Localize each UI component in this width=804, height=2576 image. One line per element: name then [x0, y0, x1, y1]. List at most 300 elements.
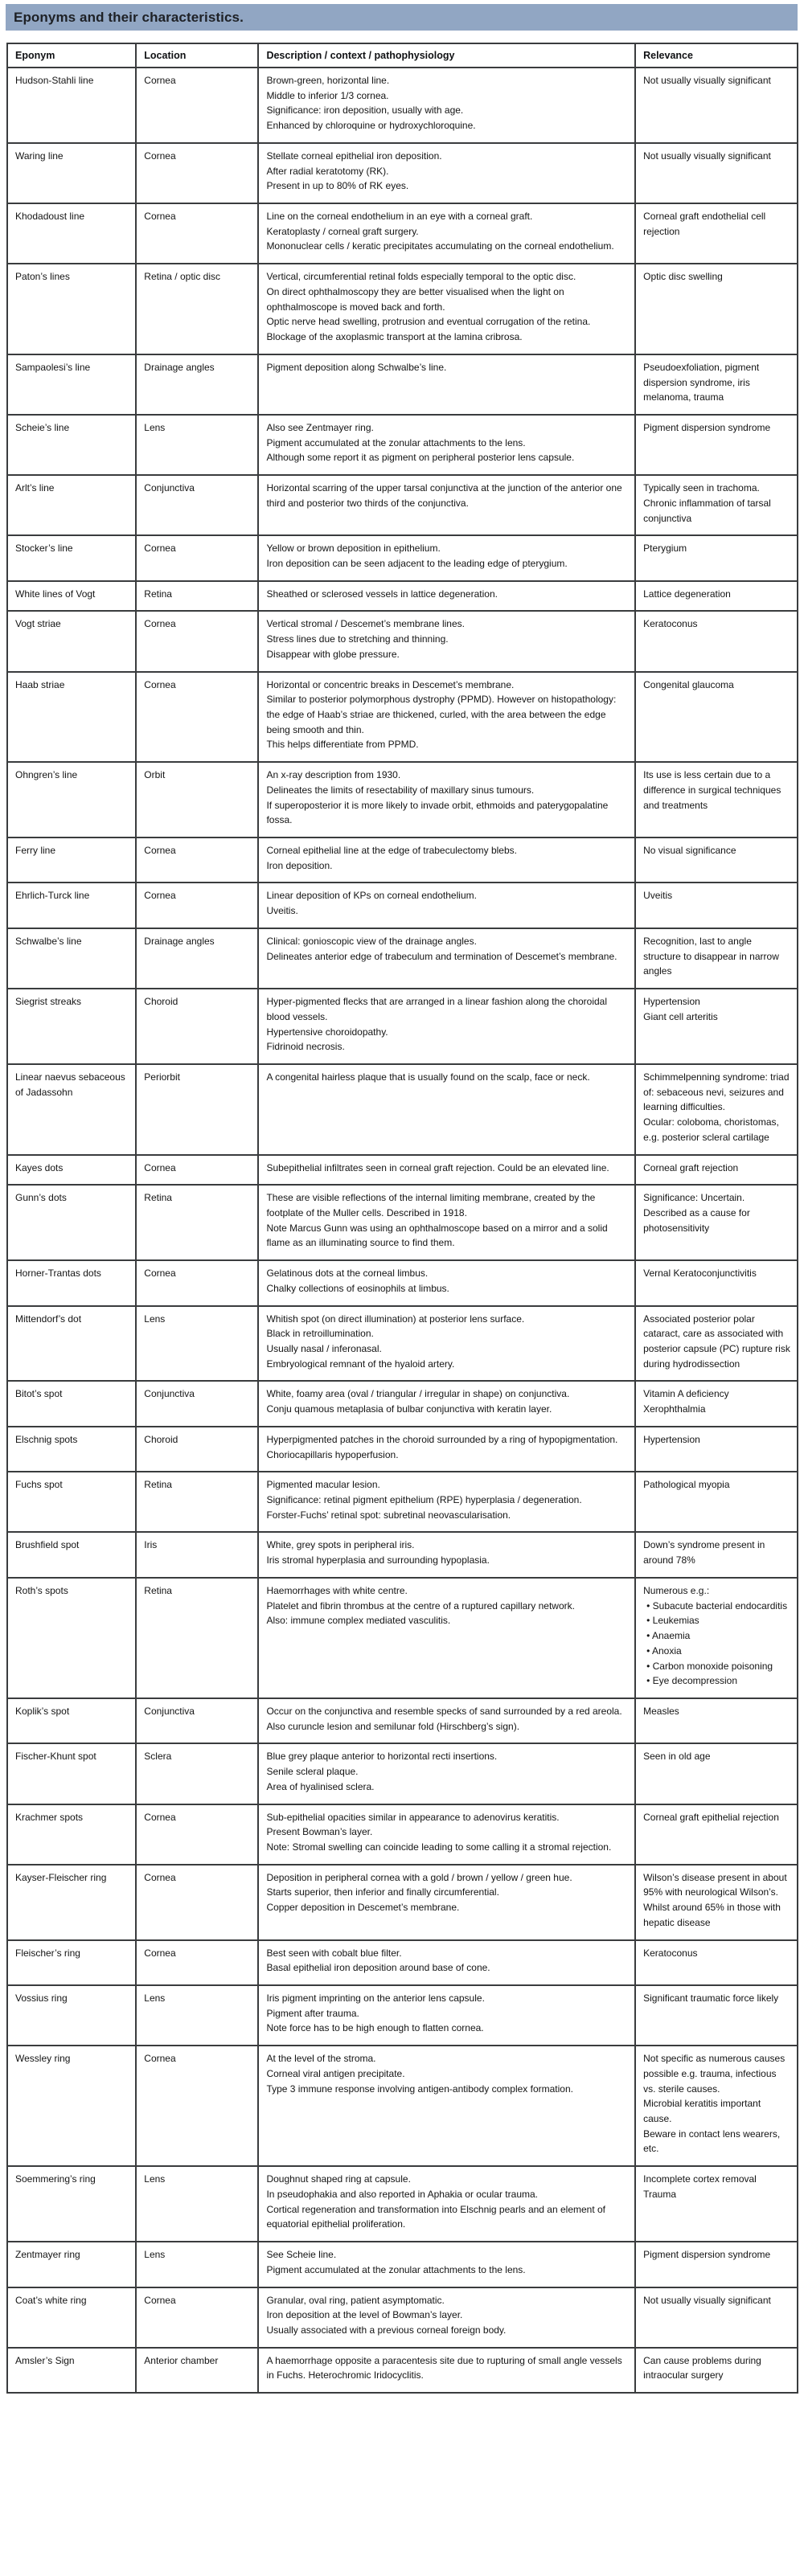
relevance-cell: [635, 2046, 798, 2166]
relevance-line: Keratoconus: [643, 618, 698, 630]
description-cell: [258, 2287, 635, 2348]
relevance-line: Described as a cause for photosensitivity: [643, 1206, 750, 1234]
relevance-cell: [635, 2348, 798, 2393]
table-row: [7, 1743, 798, 1804]
location-cell: Cornea: [136, 1865, 258, 1940]
relevance-cell: [635, 535, 798, 580]
description-cell: [258, 143, 635, 203]
description-line: Usually associated with a previous corneal foreign body.: [266, 2324, 507, 2336]
description-line: Type 3 immune response involving antigen-antibody complex formation.: [266, 2083, 573, 2095]
description-line: Whitish spot (on direct illumination) at posterior lens surface.: [266, 1313, 525, 1325]
relevance-line: Not specific as numerous causes possible e.g. trauma, infectious vs. sterile causes.: [643, 2053, 786, 2095]
relevance-line: Xerophthalmia: [643, 1403, 706, 1415]
relevance-line: • Subacute bacterial endocarditis: [646, 1599, 788, 1612]
description-cell: [258, 2046, 635, 2166]
relevance-line: Corneal graft rejection: [643, 1161, 739, 1173]
relevance-cell: [635, 1064, 798, 1155]
table-row: [7, 762, 798, 838]
description-line: Horizontal or concentric breaks in Descemet’s membrane.: [266, 678, 515, 690]
relevance-cell: [635, 1865, 798, 1940]
relevance-line: Beware in contact lens wearers, etc.: [643, 2128, 781, 2155]
description-line: Area of hyalinised sclera.: [266, 1780, 375, 1792]
description-line: Note force has to be high enough to flatten cornea.: [266, 2022, 484, 2034]
relevance-line: Can cause problems during intraocular surgery: [643, 2354, 761, 2381]
description-line: Chalky collections of eosinophils at limbus.: [266, 1282, 449, 1294]
relevance-line: Lattice degeneration: [643, 588, 731, 600]
description-line: Stellate corneal epithelial iron deposition.: [266, 149, 442, 162]
relevance-line: Schimmelpenning syndrome: triad of: sebaceous nevi, seizures and learning difficulties.: [643, 1071, 790, 1113]
description-line: Blockage of the axoplasmic transport at the lamina cribrosa.: [266, 331, 523, 343]
description-cell: [258, 581, 635, 612]
description-line: Delineates the limits of resectability of maxillary sinus tumours.: [266, 784, 535, 796]
description-line: An x-ray description from 1930.: [266, 769, 401, 781]
relevance-cell: [635, 1381, 798, 1426]
description-line: Best seen with cobalt blue filter.: [266, 1947, 402, 1959]
description-line: Corneal viral antigen precipitate.: [266, 2067, 405, 2079]
description-line: Pigment accumulated at the zonular attachments to the lens.: [266, 2263, 526, 2275]
table-row: [7, 143, 798, 203]
description-line: Enhanced by chloroquine or hydroxychloroquine.: [266, 120, 476, 132]
location-cell: Cornea: [136, 2287, 258, 2348]
header-row: [7, 43, 798, 68]
relevance-line: Measles: [643, 1705, 679, 1717]
description-line: Although some report it as pigment on peripheral posterior lens capsule.: [266, 452, 575, 464]
description-cell: [258, 354, 635, 415]
description-cell: [258, 1743, 635, 1804]
location-cell: Anterior chamber: [136, 2348, 258, 2393]
table-row: [7, 1260, 798, 1305]
eponym-cell: Arlt’s line: [7, 475, 136, 535]
location-cell: Retina / optic disc: [136, 264, 258, 354]
description-line: Significance: retinal pigment epithelium (RPE) hyperplasia / degeneration.: [266, 1494, 582, 1506]
description-line: Subepithelial infiltrates seen in corneal graft rejection. Could be an elevated line.: [266, 1161, 609, 1173]
description-cell: [258, 1306, 635, 1382]
description-line: White, grey spots in peripheral iris.: [266, 1539, 415, 1551]
description-line: Platelet and fibrin thrombus at the centre of a ruptured capillary network.: [266, 1599, 575, 1612]
relevance-cell: [635, 762, 798, 838]
description-line: Stress lines due to stretching and thinning.: [266, 633, 449, 645]
location-cell: Cornea: [136, 2046, 258, 2166]
relevance-line: Recognition, last to angle structure to disappear in narrow angles: [643, 935, 779, 977]
description-line: Iron deposition.: [266, 859, 333, 871]
relevance-cell: [635, 1578, 798, 1698]
relevance-cell: [635, 143, 798, 203]
description-cell: [258, 1865, 635, 1940]
description-line: Fidrinoid necrosis.: [266, 1041, 345, 1053]
relevance-line: Corneal graft endothelial cell rejection: [643, 211, 766, 237]
table-header: [7, 43, 798, 68]
description-line: In pseudophakia and also reported in Aphakia or ocular trauma.: [266, 2188, 538, 2200]
description-cell: [258, 1260, 635, 1305]
relevance-line: Seen in old age: [643, 1751, 711, 1763]
description-line: Blue grey plaque anterior to horizontal recti insertions.: [266, 1751, 498, 1763]
location-cell: Retina: [136, 581, 258, 612]
description-line: Conju quamous metaplasia of bulbar conjunctiva with keratin layer.: [266, 1403, 552, 1415]
table-row: [7, 1804, 798, 1865]
location-cell: Periorbit: [136, 1064, 258, 1155]
description-line: Hyper-pigmented flecks that are arranged in a linear fashion along the choroidal blood vessels.: [266, 996, 608, 1022]
location-cell: Choroid: [136, 989, 258, 1064]
description-cell: [258, 1940, 635, 1985]
description-cell: [258, 415, 635, 475]
table-row: [7, 989, 798, 1064]
relevance-line: • Eye decompression: [646, 1675, 738, 1687]
table-row: [7, 2166, 798, 2242]
page-title: Eponyms and their characteristics.: [14, 9, 244, 25]
location-cell: Lens: [136, 1306, 258, 1382]
eponym-cell: Brushfield spot: [7, 1532, 136, 1577]
relevance-line: Uveitis: [643, 890, 673, 902]
relevance-line: Pigment dispersion syndrome: [643, 2249, 771, 2261]
description-line: After radial keratotomy (RK).: [266, 165, 389, 177]
description-cell: [258, 672, 635, 763]
eponym-cell: Fuchs spot: [7, 1472, 136, 1532]
table-row: [7, 1532, 798, 1577]
description-line: At the level of the stroma.: [266, 2053, 376, 2065]
description-line: Linear deposition of KPs on corneal endothelium.: [266, 890, 477, 902]
description-cell: [258, 264, 635, 354]
location-cell: Cornea: [136, 611, 258, 671]
description-line: Choriocapillaris hypoperfusion.: [266, 1448, 399, 1460]
description-line: Delineates anterior edge of trabeculum and termination of Descemet’s membrane.: [266, 950, 617, 962]
description-line: A haemorrhage opposite a paracentesis site due to rupturing of small angle vessels in Fuchs. Heterochromic Iridocyclitis.: [266, 2354, 622, 2381]
eponym-cell: Waring line: [7, 143, 136, 203]
table-row: [7, 68, 798, 143]
eponym-cell: Fleischer’s ring: [7, 1940, 136, 1985]
relevance-line: Its use is less certain due to a difference in surgical techniques and treatments: [643, 769, 781, 811]
description-line: Starts superior, then inferior and finally circumferential.: [266, 1886, 499, 1898]
relevance-cell: [635, 1260, 798, 1305]
description-line: Pigment deposition along Schwalbe’s line.: [266, 361, 447, 373]
eponym-cell: Linear naevus sebaceous of Jadassohn: [7, 1064, 136, 1155]
description-cell: [258, 1472, 635, 1532]
relevance-line: Typically seen in trachoma.: [643, 482, 760, 494]
relevance-cell: [635, 883, 798, 928]
description-line: Middle to inferior 1/3 cornea.: [266, 89, 389, 101]
relevance-cell: [635, 2166, 798, 2242]
table-row: [7, 354, 798, 415]
description-cell: [258, 1804, 635, 1865]
description-line: These are visible reflections of the internal limiting membrane, created by the footplate of the Muller cells. Described in 1918.: [266, 1192, 596, 1218]
description-line: Hypertensive choroidopathy.: [266, 1026, 388, 1038]
description-cell: [258, 838, 635, 883]
relevance-cell: [635, 989, 798, 1064]
table-row: [7, 1381, 798, 1426]
relevance-cell: [635, 672, 798, 763]
eponym-cell: White lines of Vogt: [7, 581, 136, 612]
eponym-cell: Ehrlich-Turck line: [7, 883, 136, 928]
location-cell: Cornea: [136, 1260, 258, 1305]
relevance-cell: [635, 581, 798, 612]
description-cell: [258, 883, 635, 928]
page-title-bar: [6, 4, 798, 31]
eponym-cell: Stocker’s line: [7, 535, 136, 580]
description-line: A congenital hairless plaque that is usually found on the scalp, face or neck.: [266, 1071, 590, 1083]
eponym-cell: Kayser-Fleischer ring: [7, 1865, 136, 1940]
relevance-line: Corneal graft epithelial rejection: [643, 1811, 779, 1823]
description-line: Iron deposition can be seen adjacent to the leading edge of pterygium.: [266, 557, 568, 569]
relevance-cell: [635, 264, 798, 354]
table-row: [7, 1064, 798, 1155]
table-row: [7, 838, 798, 883]
eponym-cell: Khodadoust line: [7, 203, 136, 264]
location-cell: Sclera: [136, 1743, 258, 1804]
column-header-relevance: Relevance: [635, 43, 798, 68]
description-cell: [258, 1427, 635, 1472]
location-cell: Cornea: [136, 68, 258, 143]
table-row: [7, 1578, 798, 1698]
description-line: White, foamy area (oval / triangular / irregular in shape) on conjunctiva.: [266, 1388, 570, 1400]
description-line: Note Marcus Gunn was using an ophthalmoscope based on a mirror and a solid flame as an illuminating source to find them.: [266, 1222, 608, 1249]
eponym-cell: Ohngren’s line: [7, 762, 136, 838]
relevance-line: Numerous e.g.:: [643, 1584, 710, 1596]
table-row: [7, 2046, 798, 2166]
location-cell: Lens: [136, 2242, 258, 2287]
description-line: Also: immune complex mediated vasculitis.: [266, 1615, 451, 1627]
eponym-cell: Elschnig spots: [7, 1427, 136, 1472]
relevance-line: Hypertension: [643, 996, 700, 1008]
column-header-eponym: Eponym: [7, 43, 136, 68]
location-cell: Cornea: [136, 1940, 258, 1985]
location-cell: Cornea: [136, 672, 258, 763]
description-line: Basal epithelial iron deposition around base of cone.: [266, 1962, 490, 1974]
eponym-cell: Horner-Trantas dots: [7, 1260, 136, 1305]
table-row: [7, 1185, 798, 1260]
description-line: Embryological remnant of the hyaloid artery.: [266, 1358, 455, 1370]
eponym-cell: Scheie’s line: [7, 415, 136, 475]
description-line: Significance: iron deposition, usually with age.: [266, 104, 464, 117]
table-row: [7, 1985, 798, 2046]
relevance-cell: [635, 1155, 798, 1186]
eponym-cell: Zentmayer ring: [7, 2242, 136, 2287]
relevance-line: Microbial keratitis important cause.: [643, 2098, 761, 2125]
description-cell: [258, 989, 635, 1064]
location-cell: Drainage angles: [136, 928, 258, 989]
eponym-cell: Wessley ring: [7, 2046, 136, 2166]
table-body: [7, 68, 798, 2393]
relevance-line: Significant traumatic force likely: [643, 1992, 779, 2004]
relevance-line: Associated posterior polar cataract, care as associated with posterior capsule (PC) rupture risk during hydrodissection: [643, 1313, 790, 1370]
relevance-line: Trauma: [643, 2188, 677, 2200]
relevance-cell: [635, 1427, 798, 1472]
description-line: Usually nasal / inferonasal.: [266, 1343, 382, 1354]
relevance-line: • Carbon monoxide poisoning: [646, 1660, 773, 1672]
location-cell: Drainage angles: [136, 354, 258, 415]
description-line: Iris stromal hyperplasia and surrounding hypoplasia.: [266, 1554, 490, 1566]
description-cell: [258, 1578, 635, 1698]
description-line: Note: Stromal swelling can coincide leading to some calling it a stromal rejection.: [266, 1841, 612, 1853]
description-line: Yellow or brown deposition in epithelium.: [266, 543, 441, 555]
table-row: [7, 672, 798, 763]
description-line: Doughnut shaped ring at capsule.: [266, 2173, 411, 2185]
relevance-line: Not usually visually significant: [643, 149, 771, 162]
eponym-cell: Mittendorf’s dot: [7, 1306, 136, 1382]
description-line: Iron deposition at the level of Bowman’s layer.: [266, 2309, 463, 2321]
relevance-cell: [635, 2287, 798, 2348]
description-line: Forster-Fuchs’ retinal spot: subretinal neovascularisation.: [266, 1509, 511, 1521]
description-line: Black in retroillumination.: [266, 1328, 374, 1340]
relevance-line: Hypertension: [643, 1433, 700, 1445]
relevance-cell: [635, 1743, 798, 1804]
document-page: [0, 4, 804, 2394]
table-row: [7, 1306, 798, 1382]
table-row: [7, 611, 798, 671]
column-header-location: Location: [136, 43, 258, 68]
description-cell: [258, 1985, 635, 2046]
location-cell: Cornea: [136, 1155, 258, 1186]
description-cell: [258, 611, 635, 671]
description-line: Similar to posterior polymorphous dystrophy (PPMD). However on histopathology: the edge of Haab’s striae are thickened, curled, with the area between the edge being smooth and thin.: [266, 694, 617, 735]
relevance-line: Congenital glaucoma: [643, 678, 734, 690]
relevance-line: Vernal Keratoconjunctivitis: [643, 1268, 757, 1280]
description-line: If superoposterior it is more likely to invade orbit, ethmoids and paterygopalatine fossa.: [266, 799, 609, 826]
eponym-cell: Vogt striae: [7, 611, 136, 671]
table-row: [7, 581, 798, 612]
relevance-cell: [635, 1985, 798, 2046]
description-line: Senile scleral plaque.: [266, 1766, 359, 1778]
description-line: Occur on the conjunctiva and resemble specks of sand surrounded by a red areola.: [266, 1705, 622, 1717]
eponym-cell: Coat’s white ring: [7, 2287, 136, 2348]
relevance-cell: [635, 475, 798, 535]
relevance-line: No visual significance: [643, 845, 736, 857]
eponym-cell: Gunn’s dots: [7, 1185, 136, 1260]
description-cell: [258, 1185, 635, 1260]
description-line: Hyperpigmented patches in the choroid surrounded by a ring of hypopigmentation.: [266, 1433, 618, 1445]
relevance-line: • Leukemias: [646, 1615, 699, 1627]
relevance-line: Optic disc swelling: [643, 271, 723, 283]
table-row: [7, 1472, 798, 1532]
relevance-line: Whilst around 65% in those with hepatic disease: [643, 1902, 781, 1928]
table-row: [7, 1940, 798, 1985]
description-line: Cortical regeneration and transformation into Elschnig pearls and an element of equatorial epithelial proliferation.: [266, 2203, 606, 2230]
relevance-cell: [635, 838, 798, 883]
table-row: [7, 264, 798, 354]
relevance-cell: [635, 1804, 798, 1865]
location-cell: Cornea: [136, 203, 258, 264]
description-line: Haemorrhages with white centre.: [266, 1584, 408, 1596]
relevance-line: Pseudoexfoliation, pigment dispersion syndrome, iris melanoma, trauma: [643, 361, 760, 403]
description-line: Optic nerve head swelling, protrusion and eventual corrugation of the retina.: [266, 316, 591, 328]
relevance-line: Wilson’s disease present in about 95% with neurological Wilson’s.: [643, 1871, 787, 1898]
description-cell: [258, 1532, 635, 1577]
location-cell: Cornea: [136, 838, 258, 883]
description-cell: [258, 762, 635, 838]
eponym-cell: Siegrist streaks: [7, 989, 136, 1064]
location-cell: Lens: [136, 415, 258, 475]
relevance-cell: [635, 1472, 798, 1532]
table-row: [7, 415, 798, 475]
description-cell: [258, 475, 635, 535]
relevance-line: Not usually visually significant: [643, 2294, 771, 2306]
description-line: On direct ophthalmoscopy they are better visualised when the light on ophthalmoscope is moved back and forth.: [266, 285, 564, 313]
relevance-cell: [635, 1532, 798, 1577]
location-cell: Conjunctiva: [136, 1698, 258, 1743]
description-line: Pigmented macular lesion.: [266, 1479, 380, 1491]
eponym-cell: Paton’s lines: [7, 264, 136, 354]
description-line: Gelatinous dots at the corneal limbus.: [266, 1268, 429, 1280]
description-line: Mononuclear cells / keratic precipitates accumulating on the corneal endothelium.: [266, 240, 614, 252]
relevance-cell: [635, 415, 798, 475]
table-row: [7, 883, 798, 928]
eponym-cell: Koplik’s spot: [7, 1698, 136, 1743]
relevance-cell: [635, 611, 798, 671]
description-cell: [258, 1381, 635, 1426]
table-row: [7, 928, 798, 989]
eponym-cell: Ferry line: [7, 838, 136, 883]
location-cell: Retina: [136, 1185, 258, 1260]
relevance-line: Keratoconus: [643, 1947, 698, 1959]
description-cell: [258, 2348, 635, 2393]
relevance-line: Chronic inflammation of tarsal conjunctiva: [643, 497, 771, 524]
description-cell: [258, 203, 635, 264]
table-row: [7, 1698, 798, 1743]
eponym-cell: Hudson-Stahli line: [7, 68, 136, 143]
table-row: [7, 475, 798, 535]
relevance-cell: [635, 1698, 798, 1743]
description-line: See Scheie line.: [266, 2249, 337, 2261]
relevance-line: Down’s syndrome present in around 78%: [643, 1539, 765, 1566]
description-cell: [258, 1064, 635, 1155]
description-cell: [258, 2242, 635, 2287]
eponym-cell: Roth’s spots: [7, 1578, 136, 1698]
location-cell: Retina: [136, 1578, 258, 1698]
table-row: [7, 1427, 798, 1472]
description-line: Also see Zentmayer ring.: [266, 421, 374, 433]
location-cell: Cornea: [136, 1804, 258, 1865]
description-cell: [258, 535, 635, 580]
relevance-cell: [635, 928, 798, 989]
relevance-line: • Anaemia: [646, 1630, 691, 1642]
eponym-cell: Amsler’s Sign: [7, 2348, 136, 2393]
eponym-cell: Schwalbe’s line: [7, 928, 136, 989]
relevance-line: Incomplete cortex removal: [643, 2173, 757, 2185]
location-cell: Retina: [136, 1472, 258, 1532]
description-line: Line on the corneal endothelium in an eye with a corneal graft.: [266, 211, 533, 223]
description-line: Also curuncle lesion and semilunar fold (Hirschberg’s sign).: [266, 1720, 520, 1732]
relevance-cell: [635, 1185, 798, 1260]
location-cell: Choroid: [136, 1427, 258, 1472]
relevance-line: Significance: Uncertain.: [643, 1192, 745, 1204]
location-cell: Cornea: [136, 883, 258, 928]
table-row: [7, 535, 798, 580]
location-cell: Iris: [136, 1532, 258, 1577]
description-line: Disappear with globe pressure.: [266, 648, 400, 660]
relevance-line: Ocular: coloboma, choristomas, e.g. posterior scleral cartilage: [643, 1116, 779, 1143]
description-line: Corneal epithelial line at the edge of trabeculectomy blebs.: [266, 845, 517, 857]
description-line: This helps differentiate from PPMD.: [266, 739, 419, 751]
table-row: [7, 2287, 798, 2348]
table-row: [7, 2242, 798, 2287]
location-cell: Conjunctiva: [136, 1381, 258, 1426]
eponym-cell: Vossius ring: [7, 1985, 136, 2046]
table-row: [7, 2348, 798, 2393]
description-line: Clinical: gonioscopic view of the drainage angles.: [266, 935, 477, 947]
relevance-cell: [635, 2242, 798, 2287]
eponyms-table: [6, 43, 798, 2394]
description-line: Pigment accumulated at the zonular attachments to the lens.: [266, 436, 526, 448]
location-cell: Lens: [136, 1985, 258, 2046]
description-line: Sub-epithelial opacities similar in appearance to adenovirus keratitis.: [266, 1811, 560, 1823]
description-line: Copper deposition in Descemet’s membrane.: [266, 1902, 460, 1914]
eponym-cell: Krachmer spots: [7, 1804, 136, 1865]
relevance-cell: [635, 68, 798, 143]
relevance-line: Pterygium: [643, 543, 687, 555]
table-row: [7, 1155, 798, 1186]
description-line: Keratoplasty / corneal graft surgery.: [266, 225, 419, 237]
eponym-cell: Haab striae: [7, 672, 136, 763]
relevance-line: Pigment dispersion syndrome: [643, 421, 771, 433]
column-header-description: Description / context / pathophysiology: [258, 43, 635, 68]
